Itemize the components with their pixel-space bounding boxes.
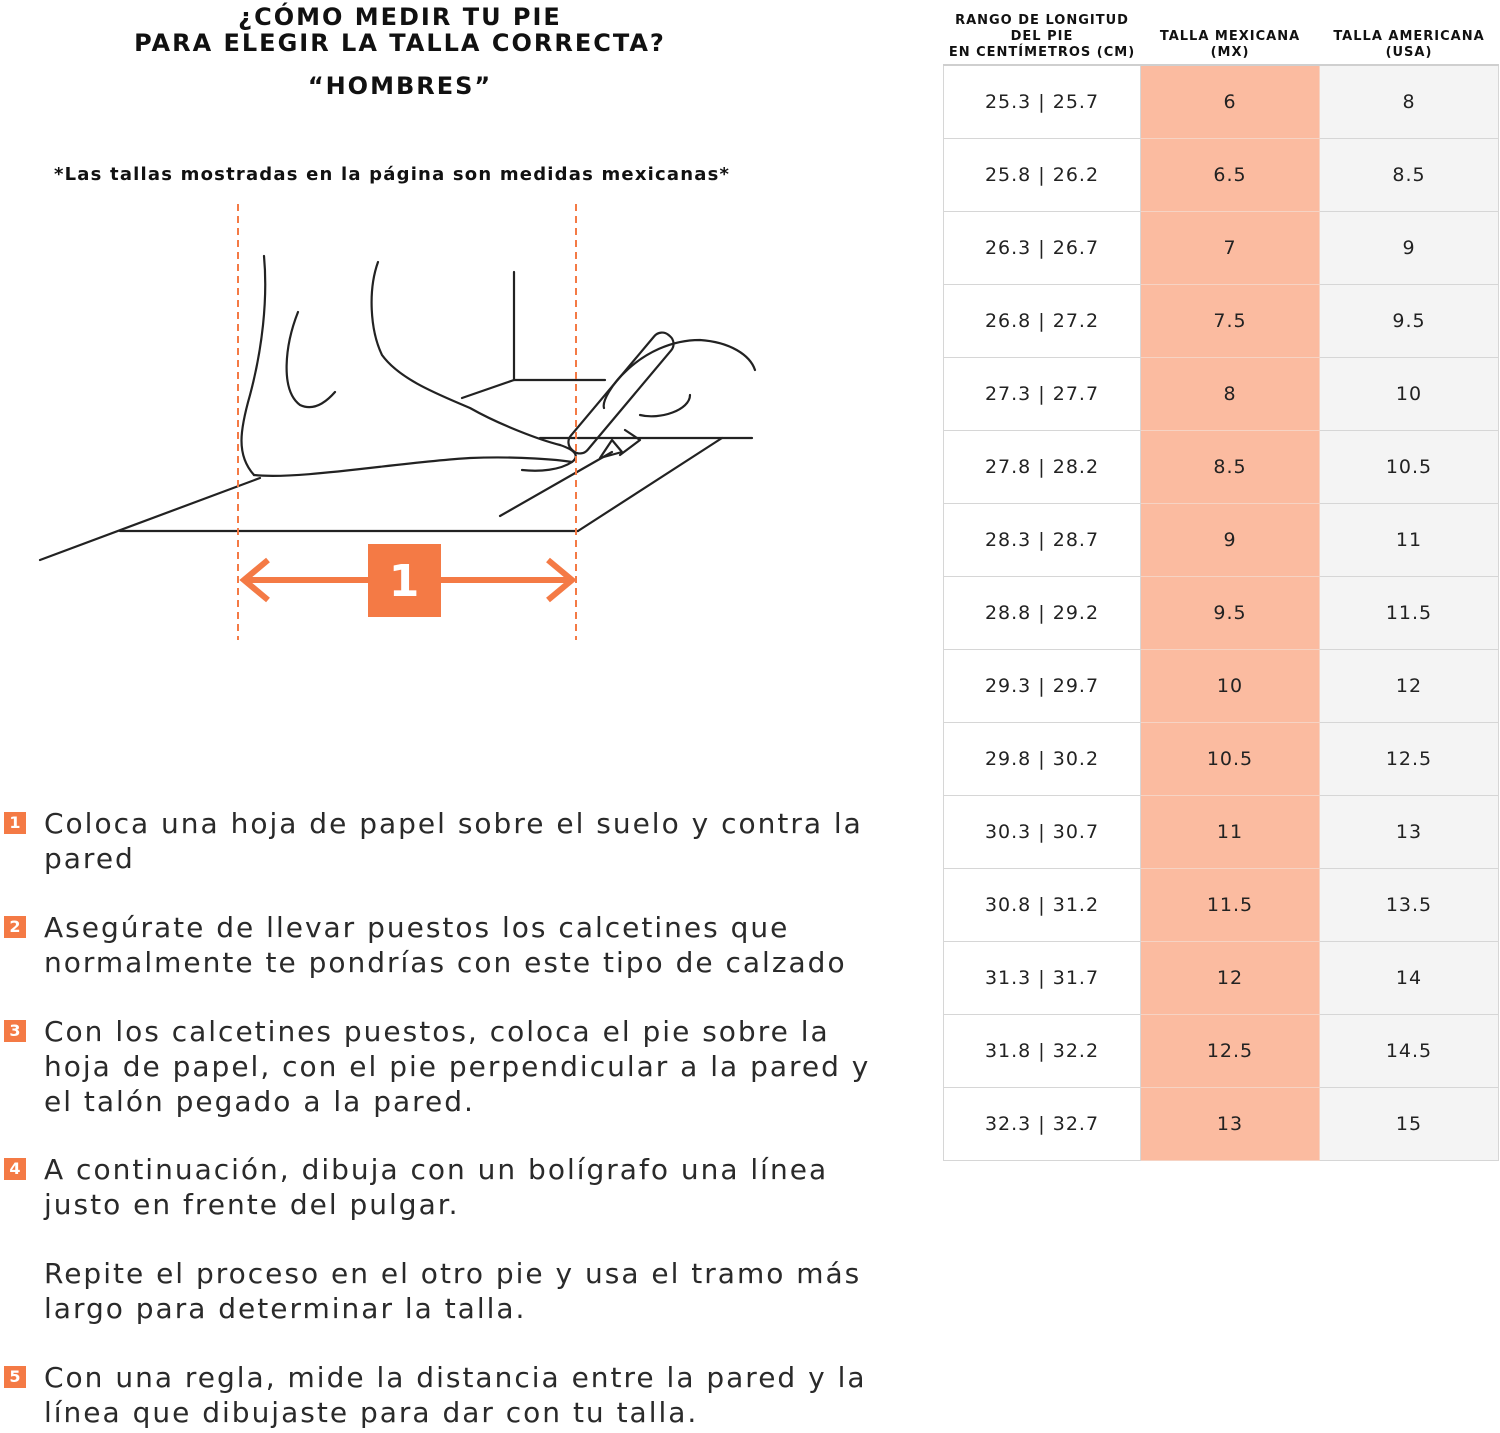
cell-mx-size: 10.5: [1141, 723, 1320, 796]
step-text: Con una regla, mide la distancia entre la pared y la línea que dibujaste para dar con tu talla.: [44, 1361, 867, 1429]
table-header-row: [944, 0, 1499, 65]
size-note: *Las tallas mostradas en la página son medidas mexicanas*: [54, 164, 731, 185]
measure-marker-label: 1: [388, 556, 420, 607]
cell-mx-size: 10: [1141, 650, 1320, 723]
step-text: Con los calcetines puestos, coloca el pie sobre la hoja de papel, con el pie perpendicular a la pared y el talón pegado a la pared.: [44, 1015, 871, 1118]
cell-cm-range: 32.3 | 32.7: [944, 1088, 1141, 1161]
cell-usa-size: 13.5: [1320, 869, 1499, 942]
table-row: [944, 504, 1499, 577]
cell-mx-size: 11.5: [1141, 869, 1320, 942]
cell-mx-size: 7: [1141, 212, 1320, 285]
table-row: [944, 285, 1499, 358]
page-title: [60, 4, 740, 56]
cell-mx-size: 9: [1141, 504, 1320, 577]
table-row: [944, 1015, 1499, 1088]
cell-mx-size: 12: [1141, 942, 1320, 1015]
step-text: Coloca una hoja de papel sobre el suelo y contra la pared: [44, 807, 863, 875]
cell-mx-size: 7.5: [1141, 285, 1320, 358]
cell-cm-range: 27.8 | 28.2: [944, 431, 1141, 504]
cell-mx-size: 8: [1141, 358, 1320, 431]
cell-usa-size: 8.5: [1320, 139, 1499, 212]
cell-mx-size: 6: [1141, 65, 1320, 139]
header-usa-size: TALLA AMERICANA (USA): [1333, 29, 1485, 60]
table-row: [944, 1088, 1499, 1161]
table-row: [944, 139, 1499, 212]
cell-usa-size: 11.5: [1320, 577, 1499, 650]
cell-cm-range: 28.8 | 29.2: [944, 577, 1141, 650]
page-title-line1: ¿CÓMO MEDIR TU PIE: [238, 3, 562, 31]
table-row: [944, 212, 1499, 285]
cell-cm-range: 25.8 | 26.2: [944, 139, 1141, 212]
size-rows: [944, 65, 1499, 1161]
cell-cm-range: 26.8 | 27.2: [944, 285, 1141, 358]
cell-usa-size: 8: [1320, 65, 1499, 139]
step-number: 4: [4, 1158, 26, 1180]
cell-mx-size: 6.5: [1141, 139, 1320, 212]
cell-cm-range: 30.3 | 30.7: [944, 796, 1141, 869]
cell-usa-size: 12: [1320, 650, 1499, 723]
size-chart-table: [943, 0, 1499, 1161]
table-row: [944, 650, 1499, 723]
header-cm-range: RANGO DE LONGITUD DEL PIE EN CENTÍMETROS (CM): [948, 13, 1136, 60]
table-row: [944, 796, 1499, 869]
page-title-line2: PARA ELEGIR LA TALLA CORRECTA?: [134, 29, 666, 57]
cell-cm-range: 29.3 | 29.7: [944, 650, 1141, 723]
cell-mx-size: 12.5: [1141, 1015, 1320, 1088]
table-row: [944, 723, 1499, 796]
cell-cm-range: 29.8 | 30.2: [944, 723, 1141, 796]
cell-usa-size: 13: [1320, 796, 1499, 869]
cell-usa-size: 9.5: [1320, 285, 1499, 358]
step-text: A continuación, dibuja con un bolígrafo una línea justo en frente del pulgar.: [44, 1153, 829, 1221]
cell-cm-range: 31.8 | 32.2: [944, 1015, 1141, 1088]
table-row: [944, 358, 1499, 431]
cell-mx-size: 13: [1141, 1088, 1320, 1161]
cell-usa-size: 12.5: [1320, 723, 1499, 796]
table-row: [944, 431, 1499, 504]
table-row: [944, 65, 1499, 139]
cell-usa-size: 11: [1320, 504, 1499, 577]
cell-mx-size: 9.5: [1141, 577, 1320, 650]
cell-cm-range: 26.3 | 26.7: [944, 212, 1141, 285]
step-number: 1: [4, 812, 26, 834]
step-text: Asegúrate de llevar puestos los calcetines que normalmente te pondrías con este tipo de calzado: [44, 911, 847, 979]
step-number: 3: [4, 1020, 26, 1042]
cell-usa-size: 14: [1320, 942, 1499, 1015]
cell-usa-size: 10.5: [1320, 431, 1499, 504]
cell-cm-range: 27.3 | 27.7: [944, 358, 1141, 431]
table-row: [944, 942, 1499, 1015]
table-row: [944, 869, 1499, 942]
header-mx-size: TALLA MEXICANA (MX): [1159, 29, 1301, 60]
cell-mx-size: 8.5: [1141, 431, 1320, 504]
cell-usa-size: 14.5: [1320, 1015, 1499, 1088]
step-number: 5: [4, 1366, 26, 1388]
step-number: 2: [4, 916, 26, 938]
cell-usa-size: 10: [1320, 358, 1499, 431]
arrow-icon: [244, 544, 572, 617]
cell-cm-range: 31.3 | 31.7: [944, 942, 1141, 1015]
cell-cm-range: 28.3 | 28.7: [944, 504, 1141, 577]
cell-usa-size: 15: [1320, 1088, 1499, 1161]
page-subtitle: “HOMBRES”: [307, 72, 493, 100]
cell-usa-size: 9: [1320, 212, 1499, 285]
table-row: [944, 577, 1499, 650]
cell-cm-range: 25.3 | 25.7: [944, 65, 1141, 139]
foot-measurement-illustration: [0, 195, 800, 655]
cell-mx-size: 11: [1141, 796, 1320, 869]
foot-icon: [40, 256, 752, 560]
cell-cm-range: 30.8 | 31.2: [944, 869, 1141, 942]
step-text: Repite el proceso en el otro pie y usa el tramo más largo para determinar la talla.: [44, 1257, 862, 1325]
